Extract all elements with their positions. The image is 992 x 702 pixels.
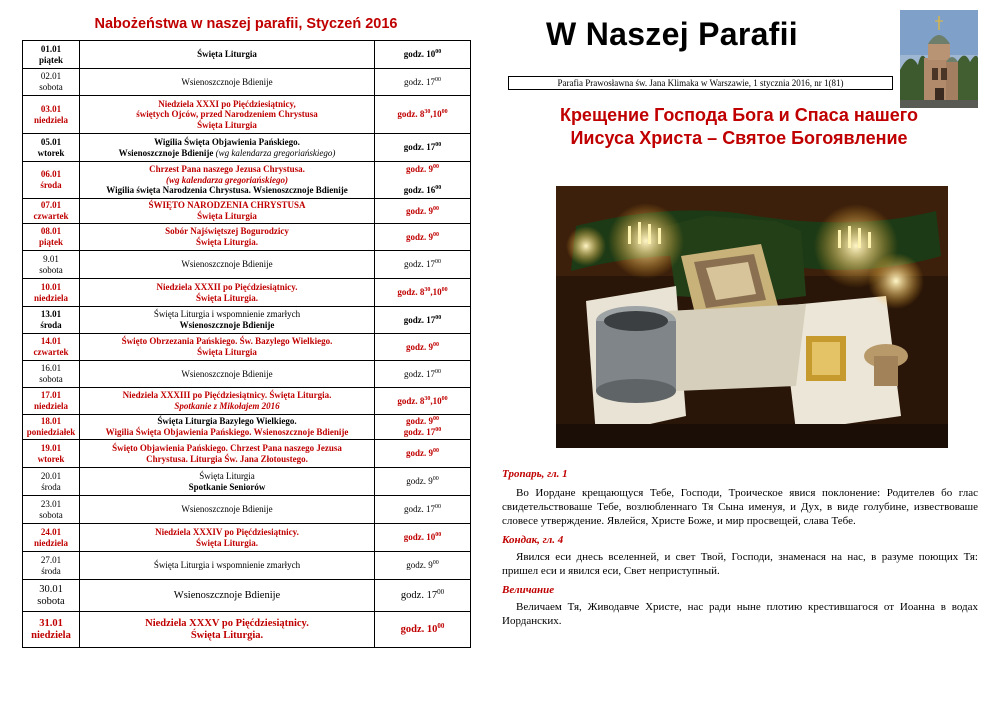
service-cell: Niedziela XXXIV po Pięćdziesiątnicy. Święta Liturgia. [80,524,375,552]
time-cell: godz. $17^{00}$ [375,307,471,334]
kontakion-text: Явился еси днесь вселенней, и свет Твой, Господи, знаменася на нас, в разуме поющих Тя: пришел еси и явился еси, Свет неприступный. [502,551,978,577]
date-cell: 31.01 niedziela [23,612,80,648]
schedule-section [22,14,470,648]
magnification-text: Величаем Тя, Живодавче Христе, нас ради ныне плотию крестившагося от Иоанна в водах Иорданских. [502,601,978,627]
date-cell: 16.01 sobota [23,361,80,388]
service-cell: Niedziela XXXII po Pięćdziesiątnicy. Święta Liturgia. [80,279,375,307]
service-cell: Wsienoszcznoje Bdienije [80,496,375,524]
troparion-heading: Тропарь, гл. 1 [502,468,568,480]
date-cell: 19.01 wtorek [23,440,80,468]
feast-title-line1: Крещение Господа Бога и Спаса нашего [559,105,919,125]
magnification-section [502,584,978,628]
table-row [23,96,471,134]
time-cell: godz. $8^{30},10^{00}$ [375,279,471,307]
date-cell: 08.01 piątek [23,224,80,251]
date-cell: 06.01 środa [23,162,80,199]
time-cell: godz. $17^{00}$ [375,134,471,162]
bulletin-title: W Naszej Parafii [546,16,799,52]
time-cell: godz. $9^{00}$ godz. $17^{00}$ [375,415,471,440]
service-cell: Wsienoszcznoje Bdienije [80,69,375,96]
service-cell: Święto Obrzezania Pańskiego. Św. Bazylego Wielkiego. Święta Liturgia [80,334,375,361]
table-row [23,524,471,552]
schedule-title: Nabożeństwa w naszej parafii, Styczeń 2016 [94,16,398,32]
date-cell: 23.01 sobota [23,496,80,524]
date-cell: 20.01 środa [23,468,80,496]
table-row [23,580,471,612]
time-cell: godz. $17^{00}$ [375,580,471,612]
service-cell: Wsienoszcznoje Bdienije [80,361,375,388]
time-cell: godz. $8^{30},10^{00}$ [375,388,471,415]
table-row [23,41,471,69]
magnification-heading: Величание [502,584,555,596]
service-cell: ŚWIĘTO NARODZENIA CHRYSTUSA Święta Liturgia [80,199,375,224]
time-cell: godz. $10^{00}$ [375,612,471,648]
time-cell: godz. $9^{00}$ [375,199,471,224]
date-cell: 07.01 czwartek [23,199,80,224]
table-row [23,134,471,162]
date-cell: 14.01 czwartek [23,334,80,361]
date-cell: 02.01 sobota [23,69,80,96]
table-row [23,361,471,388]
date-cell: 03.01 niedziela [23,96,80,134]
table-row [23,468,471,496]
service-cell: Wigilia Święta Objawienia Pańskiego. Wsienoszcznoje Bdienije (wg kalendarza gregoriańskiego) [80,134,375,162]
date-cell: 13.01 środa [23,307,80,334]
table-row [23,496,471,524]
date-cell: 9.01 sobota [23,251,80,279]
feast-title-line2: Иисуса Христа – Святое Богоявление [570,128,908,148]
time-cell: godz. $10^{00}$ [375,524,471,552]
service-cell: Niedziela XXXIII po Pięćdziesiątnicy. Święta Liturgia. Spotkanie z Mikołajem 2016 [80,388,375,415]
table-row [23,334,471,361]
service-cell: Niedziela XXXI po Pięćdziesiątnicy, świętych Ojców, przed Narodzeniem Chrystusa Święta Liturgia [80,96,375,134]
service-cell: Niedziela XXXV po Pięćdziesiątnicy. Święta Liturgia. [80,612,375,648]
church-photo [900,10,978,108]
time-cell: godz. $9^{00}$ [375,552,471,580]
date-cell: 27.01 środa [23,552,80,580]
date-cell: 01.01 piątek [23,41,80,69]
kontakion-section [502,534,978,578]
feast-photo [556,186,948,448]
table-row [23,279,471,307]
table-row [23,388,471,415]
table-row [23,552,471,580]
time-cell: godz. $9^{00}$ godz. $16^{00}$ [375,162,471,199]
schedule-table [22,40,471,648]
service-cell: Święta Liturgia i wspomnienie zmarłych [80,552,375,580]
service-cell: Święta Liturgia Spotkanie Seniorów [80,468,375,496]
kontakion-heading: Кондак, гл. 4 [502,534,564,546]
date-cell: 10.01 niedziela [23,279,80,307]
hymns [502,468,978,634]
time-cell: godz. $10^{00}$ [375,41,471,69]
time-cell: godz. $17^{00}$ [375,251,471,279]
masthead [500,8,900,74]
table-row [23,612,471,648]
date-cell: 17.01 niedziela [23,388,80,415]
troparion-section [502,468,978,528]
service-cell: Wsienoszcznoje Bdienije [80,251,375,279]
date-cell: 24.01 niedziela [23,524,80,552]
table-row [23,251,471,279]
time-cell: godz. $17^{00}$ [375,361,471,388]
time-cell: godz. $9^{00}$ [375,468,471,496]
time-cell: godz. $9^{00}$ [375,440,471,468]
table-row [23,224,471,251]
service-cell: Sobór Najświętszej Bogurodzicy Święta Liturgia. [80,224,375,251]
service-cell: Wsienoszcznoje Bdienije [80,580,375,612]
date-cell: 18.01 poniedziałek [23,415,80,440]
service-cell: Święta Liturgia Bazylego Wielkiego. Wigilia Święta Objawienia Pańskiego. Wsienoszcznoje Bdienije [80,415,375,440]
service-cell: Święto Objawienia Pańskiego. Chrzest Pana naszego Jezusa Chrystusa. Liturgia Św. Jana Złotoustego. [80,440,375,468]
table-row [23,199,471,224]
time-cell: godz. $9^{00}$ [375,224,471,251]
service-cell: Święta Liturgia i wspomnienie zmarłych Wsienoszcznoje Bdienije [80,307,375,334]
time-cell: godz. $8^{30},10^{00}$ [375,96,471,134]
table-row [23,69,471,96]
feast-title [500,104,978,150]
table-row [23,415,471,440]
time-cell: godz. $17^{00}$ [375,69,471,96]
bulletin-subtitle: Parafia Prawosławna św. Jana Klimaka w Warszawie, 1 stycznia 2016, nr 1(81) [508,76,893,90]
troparion-text: Во Иордане крещающуся Тебе, Господи, Троическое явися поклонение: Родителев бо глас свидетельствоваше Тебе, возлюбленнаго Тя Сына именуя, и Дух, в виде голубине, извествоваше словесе утверждение. Явлейся, Христе Боже, и мир просвещей, слава Тебе. [502,487,978,527]
time-cell: godz. $9^{00}$ [375,334,471,361]
date-cell: 30.01 sobota [23,580,80,612]
table-row [23,440,471,468]
time-cell: godz. $17^{00}$ [375,496,471,524]
service-cell: Chrzest Pana naszego Jezusa Chrystusa. (wg kalendarza gregoriańskiego) Wigilia święta Narodzenia Chrystusa. Wsienoszcznoje Bdienije [80,162,375,199]
table-row [23,162,471,199]
date-cell: 05.01 wtorek [23,134,80,162]
service-cell: Święta Liturgia [80,41,375,69]
table-row [23,307,471,334]
